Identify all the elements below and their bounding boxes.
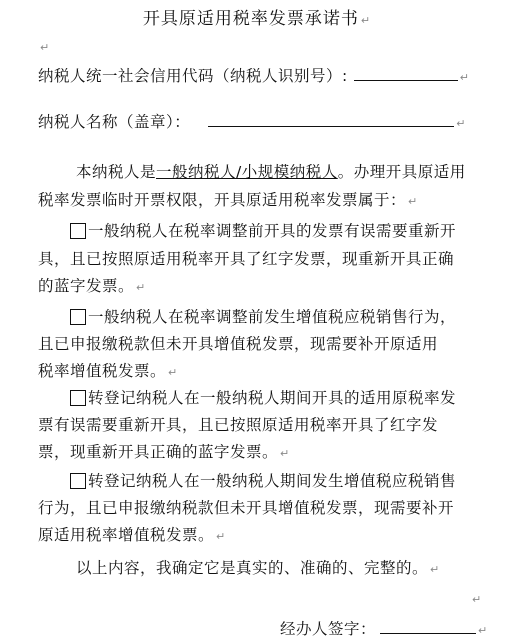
paragraph-mark: ↵ <box>472 593 482 606</box>
taxpayer-name-field <box>38 110 466 132</box>
empty-paragraph <box>38 36 49 55</box>
title-text: 开具原适用税率发票承诺书 <box>142 9 359 29</box>
option-3-line-1 <box>70 386 456 408</box>
option-4-line-1 <box>70 469 456 491</box>
option-3-checkbox[interactable] <box>70 390 86 406</box>
paragraph-mark: ↵ <box>456 117 466 130</box>
signature-field <box>280 617 488 639</box>
option-4-text: 转登记纳税人在一般纳税人期间发生增值税应税销售 <box>88 472 457 490</box>
option-3-text: 转登记纳税人在一般纳税人期间开具的适用原税率发 <box>88 389 457 407</box>
confirmation-statement <box>76 556 440 578</box>
signature-label: 经办人签字： <box>280 620 377 638</box>
option-1-text: 具，且已按照原适用税率开具了红字发票，现重新开具正确 <box>38 250 455 268</box>
taxpayer-name-label: 纳税人名称（盖章）： <box>38 113 191 131</box>
option-3-text: 票，现重新开具正确的蓝字发票。 <box>38 443 279 461</box>
paragraph-mark: ↵ <box>136 281 146 294</box>
option-3-line-2 <box>38 413 438 435</box>
credit-code-blank[interactable] <box>354 80 458 81</box>
statement-text: 以上内容，我确定它是真实的、准确的、完整的。 <box>76 559 429 577</box>
option-4-checkbox[interactable] <box>70 473 86 489</box>
empty-paragraph <box>470 588 481 607</box>
paragraph-mark: ↵ <box>360 14 372 27</box>
intro-suffix: 。办理开具原适用 <box>337 163 466 181</box>
intro-line-2 <box>38 188 418 210</box>
option-1-checkbox[interactable] <box>70 223 86 239</box>
credit-code-label: 纳税人统一社会信用代码（纳税人识别号）: <box>38 67 348 85</box>
option-2-checkbox[interactable] <box>70 309 86 325</box>
option-1-line-2 <box>38 247 454 269</box>
paragraph-mark: ↵ <box>168 366 178 379</box>
option-4-text: 行为，且已申报缴纳税款但未开具增值税发票，现需要补开 <box>38 499 455 517</box>
option-2-line-1 <box>70 305 456 327</box>
option-2-text: 一般纳税人在税率调整前发生增值税应税销售行为， <box>88 308 457 326</box>
intro-prefix: 本纳税人是 <box>76 163 157 181</box>
paragraph-mark: ↵ <box>459 71 470 84</box>
option-1-text: 一般纳税人在税率调整前开具的发票有误需要重新开 <box>88 222 457 240</box>
option-3-line-3 <box>38 440 290 462</box>
paragraph-mark: ↵ <box>216 530 226 543</box>
intro-line-2-text: 税率发票临时开票权限，开具原适用税率发票属于： <box>38 191 407 209</box>
paragraph-mark: ↵ <box>40 41 50 54</box>
paragraph-mark: ↵ <box>430 563 440 576</box>
paragraph-mark: ↵ <box>408 195 418 208</box>
option-1-text: 的蓝字发票。 <box>38 277 135 295</box>
option-2-line-2 <box>38 332 438 354</box>
option-4-text: 原适用税率增值税发票。 <box>38 526 215 544</box>
paragraph-mark: ↵ <box>280 447 290 460</box>
option-4-line-3 <box>38 523 226 545</box>
option-2-text: 且已申报缴税款但未开具增值税发票，现需要补开原适用 <box>38 335 439 353</box>
option-1-line-3 <box>38 274 146 296</box>
option-2-text: 税率增值税发票。 <box>38 362 167 380</box>
signature-blank[interactable] <box>380 633 476 634</box>
option-1-line-1 <box>70 219 456 241</box>
taxpayer-name-blank[interactable] <box>208 126 454 127</box>
taxpayer-type-choice: 一般纳税人/小规模纳税人 <box>156 163 338 181</box>
option-4-line-2 <box>38 496 454 518</box>
document-title <box>0 4 514 29</box>
paragraph-mark: ↵ <box>478 624 488 637</box>
credit-code-field <box>38 64 469 86</box>
intro-line-1 <box>76 160 466 182</box>
option-2-line-3 <box>38 359 178 381</box>
option-3-text: 票有误需要重新开具，且已按照原适用税率开具了红字发 <box>38 416 439 434</box>
